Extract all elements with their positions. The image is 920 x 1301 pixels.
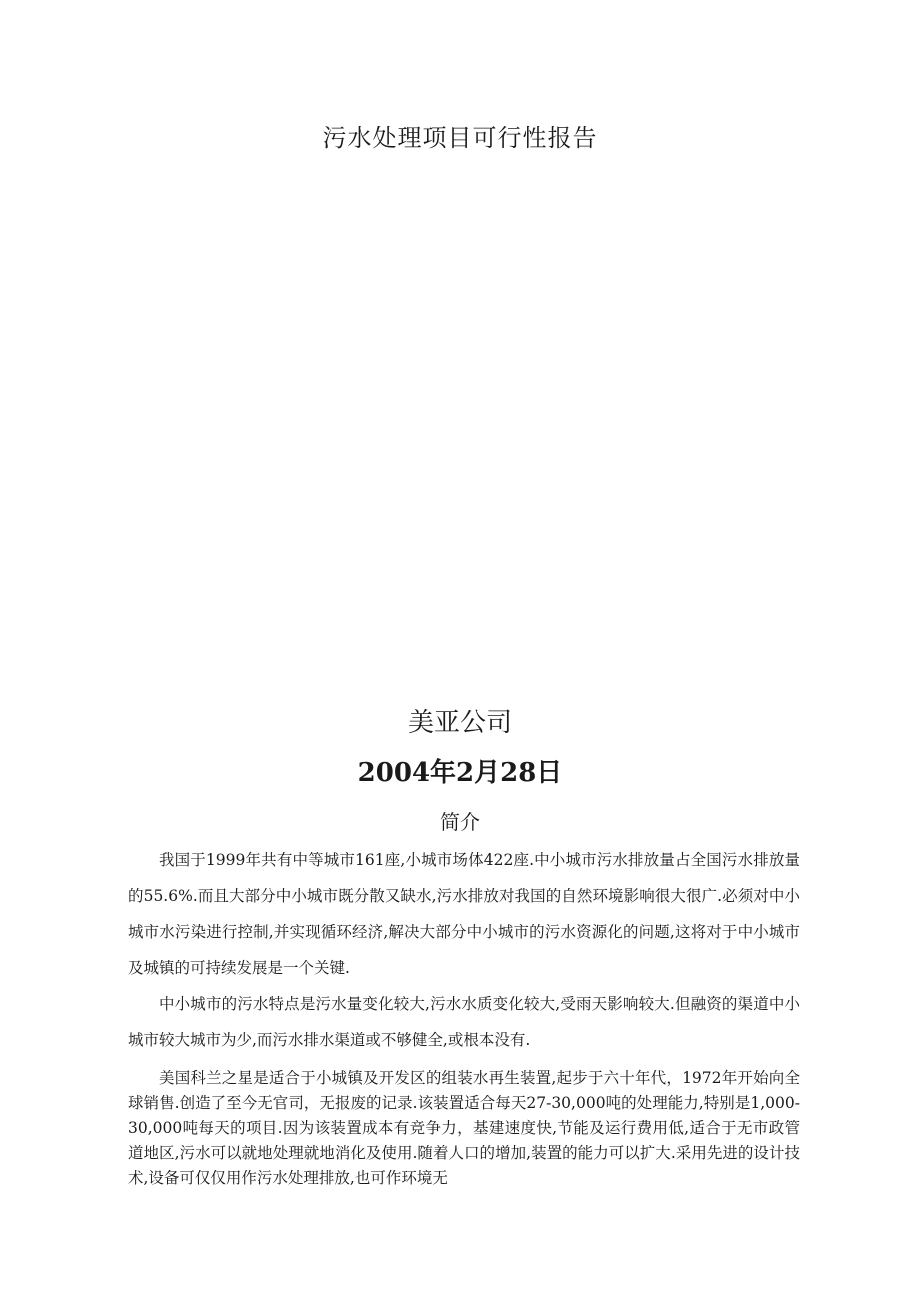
- paragraph-1: 我国于1999年共有中等城市161座,小城市场体422座.中小城市污水排放量占全国污水排放量的55.6%.而且大部分中小城市既分散又缺水,污水排放对我国的自然环境影响很大很广.必须对中小城市水污染进行控制,并实现循环经济,解决大部分中小城市的污水资源化的问题,这将对于中小城市及城镇的可持续发展是一个关键.: [128, 851, 800, 977]
- document-title: 污水处理项目可行性报告: [322, 124, 598, 152]
- report-date: 2004年2月28日: [357, 758, 563, 788]
- intro-body-upper: [128, 842, 800, 1058]
- company-name: 美亚公司: [407, 708, 512, 738]
- paragraph-2: 中小城市的污水特点是污水量变化较大,污水水质变化较大,受雨天影响较大.但融资的渠道中小城市较大城市为少,而污水排水渠道或不够健全,或根本没有.: [128, 995, 800, 1049]
- intro-body-lower: [128, 1066, 800, 1191]
- section-heading-introduction: 简介: [440, 810, 480, 834]
- paragraph-3: 美国科兰之星是适合于小城镇及开发区的组装水再生装置,起步于六十年代，1972年开始向全球销售.创造了至今无官司，无报废的记录.该装置适合每天27-30,000吨的处理能力,特别是1,000-30,000吨每天的项目.因为该装置成本有竞争力，基建速度快,节能及运行费用低,适合于无市政管道地区,污水可以就地处理就地消化及使用.随着人口的增加,装置的能力可以扩大.采用先进的设计技术,设备可仅仅用作污水处理排放,也可作环境无: [128, 1069, 800, 1187]
